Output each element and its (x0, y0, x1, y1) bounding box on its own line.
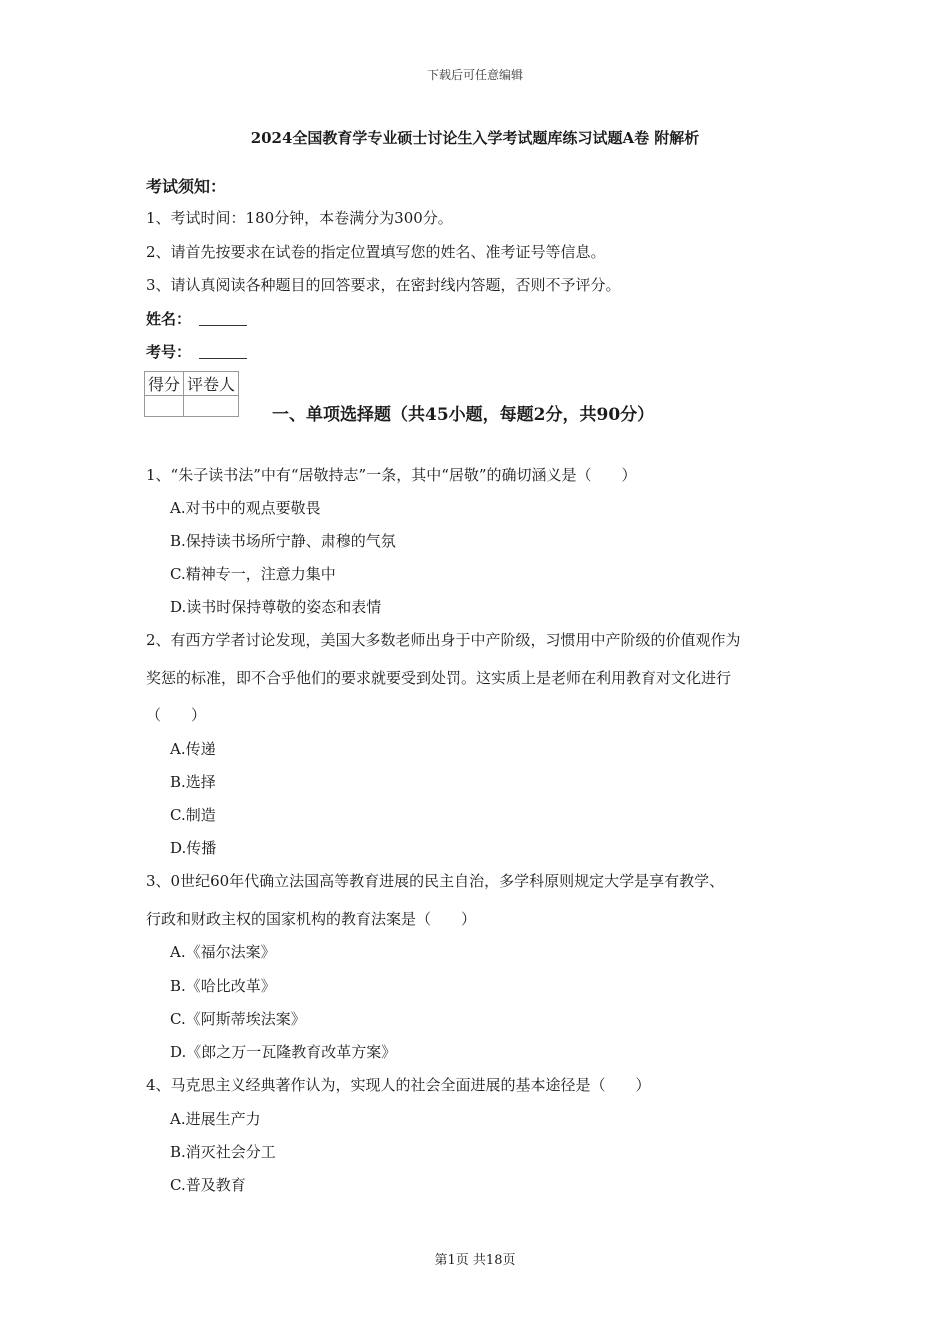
notice-heading: 考试须知： (146, 177, 227, 196)
question-2-option-a: A.传递 (170, 740, 216, 758)
question-4-text: 4、马克思主义经典著作认为，实现人的社会全面进展的基本途径是（ ） (146, 1076, 651, 1094)
question-1-option-a: A.对书中的观点要敬畏 (170, 499, 321, 517)
question-2-option-b: B.选择 (170, 773, 216, 791)
grader-cell[interactable] (184, 396, 239, 417)
score-table (144, 371, 239, 417)
name-blank[interactable] (199, 325, 247, 326)
question-1-option-b: B.保持读书场所宁静、肃穆的气氛 (170, 532, 396, 550)
question-2-text: （ ） (146, 706, 207, 724)
question-1-option-d: D.读书时保持尊敬的姿态和表情 (170, 598, 382, 616)
question-2-text: 2、有西方学者讨论发现，美国大多数老师出身于中产阶级，习惯用中产阶级的价值观作为 (146, 631, 741, 649)
name-label: 姓名： (146, 310, 192, 328)
question-3-option-b: B.《哈比改革》 (170, 977, 276, 995)
question-2-option-c: C.制造 (170, 806, 216, 824)
grader-header: 评卷人 (184, 372, 239, 396)
question-3-option-a: A.《福尔法案》 (170, 943, 276, 961)
notice-item: 3、请认真阅读各种题目的回答要求，在密封线内答题，否则不予评分。 (146, 276, 621, 294)
exam-id-label: 考号： (146, 343, 192, 361)
question-2-option-d: D.传播 (170, 839, 217, 857)
question-2-text: 奖惩的标准，即不合乎他们的要求就要受到处罚。这实质上是老师在利用教育对文化进行 (146, 669, 732, 687)
name-field (146, 308, 247, 329)
score-header: 得分 (145, 372, 184, 396)
question-3-text: 行政和财政主权的国家机构的教育法案是（ ） (146, 910, 477, 928)
question-3-option-d: D.《郎之万一瓦隆教育改革方案》 (170, 1043, 397, 1061)
exam-id-field (146, 341, 247, 362)
score-cell[interactable] (145, 396, 184, 417)
question-4-option-a: A.进展生产力 (170, 1110, 261, 1128)
question-3-text: 3、0世纪60年代确立法国高等教育进展的民主自治，多学科原则规定大学是享有教学、 (146, 872, 725, 890)
question-1-text: 1、“朱子读书法”中有“居敬持志”一条，其中“居敬”的确切涵义是（ ） (146, 466, 637, 484)
question-3-option-c: C.《阿斯蒂埃法案》 (170, 1010, 306, 1028)
document-title: 2024全国教育学专业硕士讨论生入学考试题库练习试题A卷 附解析 (250, 129, 700, 147)
question-4-option-b: B.消灭社会分工 (170, 1143, 276, 1161)
notice-item: 2、请首先按要求在试卷的指定位置填写您的姓名、准考证号等信息。 (146, 243, 606, 261)
notice-item: 1、考试时间：180分钟，本卷满分为300分。 (146, 209, 453, 227)
header-note: 下载后可任意编辑 (426, 68, 523, 82)
page-footer: 第1页 共18页 (434, 1253, 516, 1268)
question-1-option-c: C.精神专一，注意力集中 (170, 565, 336, 583)
exam-id-blank[interactable] (199, 358, 247, 359)
section-title: 一、单项选择题（共45小题，每题2分，共90分） (272, 405, 655, 425)
question-4-option-c: C.普及教育 (170, 1176, 246, 1194)
